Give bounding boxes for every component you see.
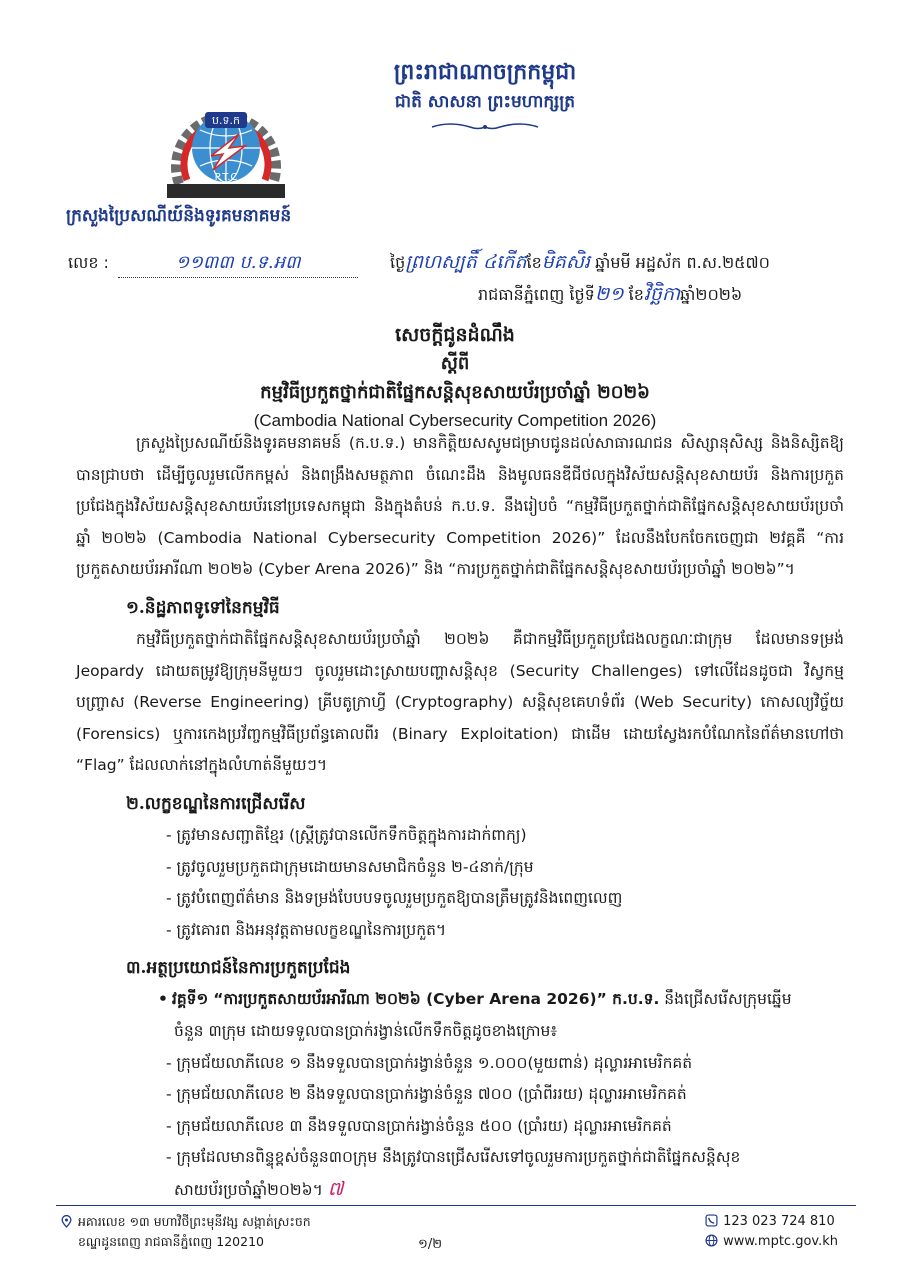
round-1-name: “ការប្រកួតសាយប័រអារីណា ២០២៦ (Cyber Arena 2026)” ក.ប.ទ.: [213, 990, 660, 1009]
title-block: [60, 320, 850, 434]
bullet-dot-icon: •: [158, 990, 168, 1009]
section-1-heading: ១.និដ្ឋភាពទូទៅនៃកម្មវិធី: [126, 597, 280, 618]
month-prefix: ខែ: [526, 253, 542, 272]
section-1-body: កម្មវិធីប្រកួតថ្នាក់ជាតិផ្នែកសន្តិសុខសាយប័រប្រចាំឆ្នាំ ២០២៦ គឺជាកម្មវិធីប្រកួតប្រជែងលក្ខណៈជាក្រុម ដែលមានទម្រង់ Jeopardy ដោយតម្រូវឱ្យក្រុមនីមួយៗ ចូលរួមដោះស្រាយបញ្ហាសន្តិសុខ (Security Challenges) ទៅលើដែនដូចជា វិស្វកម្មបញ្ច្រាស (Reverse Engineering) គ្រីបតូក្រាហ្វី (Cryptography) សន្តិសុខគេហទំព័រ (Web Security) កោសល្យវិច្ច័យ (Forensics) ឬការកេងប្រវ័ញ្ចកម្មវិធីប្រព័ន្ធគោលពីរ (Binary Exploitation) ជាដើម ដោយស្វែងរកបំណែកនៃព័ត៌មានហៅថា “Flag” ដែលលាក់នៅក្នុងលំហាត់នីមួយៗ។: [76, 629, 844, 775]
initial-mark: ៧: [327, 1177, 344, 1200]
round-1-continuation: ចំនួន ៣ក្រុម ដោយទទួលបានប្រាក់រង្វាន់លើកទឹកចិត្តដូចខាងក្រោម៖: [174, 1021, 558, 1040]
prize-continuation-text: សាយប័រប្រចាំឆ្នាំ២០២៦។: [174, 1180, 323, 1199]
prize-item: - ក្រុមដែលមានពិន្ទុខ្ពស់ចំនួន៣០ក្រុម នឹងត្រូវបានជ្រើសរើសទៅចូលរួមការប្រកួតថ្នាក់ជាតិផ្នែកសន្តិសុខ: [166, 1142, 844, 1174]
kingdom-header: [315, 55, 655, 137]
national-motto: ជាតិ សាសនា ព្រះមហាក្សត្រ: [394, 92, 576, 112]
criteria-item: - ត្រូវគោរព និងអនុវត្តតាមលក្ខខណ្ឌនៃការប្រកួត។: [166, 915, 844, 947]
logo-text-bottom: P.T.C: [214, 172, 238, 183]
notice-about: ស្ដីពី: [440, 353, 470, 374]
date-year: ឆ្នាំ២០២៦: [680, 285, 743, 304]
ministry-name: ក្រសួងប្រៃសណីយ៍និងទូរគមនាគមន៍: [66, 206, 292, 226]
address-line-1: អគារលេខ ១៣ មហាវិថីព្រះមុនីវង្ស សង្កាត់ស្រះចក: [78, 1214, 311, 1229]
address-line-2: ខណ្ឌដូនពេញ រាជធានីភ្នំពេញ 120210: [78, 1234, 264, 1249]
criteria-item: - ត្រូវចូលរួមប្រកួតជាក្រុមដោយមានសមាជិកចំនួន ២-៤នាក់/ក្រុម: [166, 852, 844, 884]
ornament-divider: [430, 121, 540, 133]
ministry-logo: [165, 88, 287, 200]
prize-item: - ក្រុមជ័យលាភីលេខ ៣ នឹងទទួលបានប្រាក់រង្វាន់ចំនួន ៥០០ (ប្រាំរយ) ដុល្លារអាមេរិកគត់: [166, 1111, 844, 1143]
website[interactable]: www.mptc.gov.kh: [723, 1234, 838, 1249]
round-1-bullet: [158, 984, 844, 1016]
criteria-item: - ត្រូវបំពេញព័ត៌មាន និងទម្រង់បែបបទចូលរួមប្រកួតឱ្យបានត្រឹមត្រូវនិងពេញលេញ: [166, 883, 844, 915]
prize-item: - ក្រុមជ័យលាភីលេខ ១ នឹងទទួលបានប្រាក់រង្វាន់ចំនួន ១.០០០(មួយពាន់) ដុល្លារអាមេរិកគត់: [166, 1048, 844, 1080]
lunar-month-handwritten: មិគសិរ: [541, 251, 590, 273]
page-number: ១/២: [418, 1237, 443, 1252]
document-body: [76, 428, 844, 1206]
lunar-day-handwritten: ព្រហស្បតិ៍ ៤កើត: [405, 251, 527, 273]
prize-continuation: [174, 1174, 844, 1207]
footer-contact: [705, 1212, 838, 1252]
lunar-date: [390, 250, 770, 278]
round-1-text: នឹងជ្រើសរើសក្រុមឆ្នើម: [664, 990, 792, 1009]
gregorian-date: [478, 282, 742, 310]
month-handwritten: វិច្ឆិកា: [643, 283, 681, 305]
notice-subject-english: (Cambodia National Cybersecurity Competition 2026): [253, 411, 657, 430]
section-3-heading: ៣.អត្ថប្រយោជន៍នៃការប្រកួតប្រជែង: [126, 958, 351, 979]
lunar-prefix: ថ្ងៃ: [390, 253, 406, 272]
criteria-item: - ត្រូវមានសញ្ជាតិខ្មែរ (ស្ត្រីត្រូវបានលើកទឹកចិត្តក្នុងការដាក់ពាក្យ): [166, 820, 844, 852]
location-pin-icon: [60, 1215, 73, 1228]
intro-paragraph: ក្រសួងប្រៃសណីយ៍និងទូរគមនាគមន៍ (ក.ប.ទ.) មានកិត្តិយសសូមជម្រាបជូនដល់សាធារណជន សិស្សានុសិស្ស និងនិស្សិតឱ្យបានជ្រាបថា ដើម្បីចូលរួមលើកកម្ពស់ និងពង្រឹងសមត្ថភាព ចំណេះដឹង និងមូលធនឌីជីថលក្នុងវិស័យសន្តិសុខសាយប័រ និងការប្រកួតប្រជែងក្នុងវិស័យសន្តិសុខសាយប័រនៅប្រទេសកម្ពុជា និងក្នុងតំបន់ ក.ប.ទ. នឹងរៀបចំ “កម្មវិធីប្រកួតថ្នាក់ជាតិផ្នែកសន្តិសុខសាយប័រប្រចាំឆ្នាំ ២០២៦ (Cambodia National Cybersecurity Competition 2026)” ដែលនឹងបែកចែកចេញជា ២វគ្គគឺ “ការប្រកួតសាយប័រអារីណា ២០២៦ (Cyber Arena 2026)” និង “ការប្រកួតថ្នាក់ជាតិផ្នែកសន្តិសុខសាយប័រប្រចាំឆ្នាំ ២០២៦”។: [76, 434, 844, 579]
footer-divider: [56, 1205, 856, 1206]
reference-number: ១១៣៣ ប.ទ.អ៣: [118, 250, 358, 278]
phone-icon: [705, 1214, 718, 1227]
globe-icon: [705, 1234, 718, 1247]
lunar-year: ឆ្នាំមមី អដ្ឋស័ក ព.ស.២៥៧០: [595, 253, 770, 272]
round-1-label: វគ្គទី១: [171, 990, 209, 1009]
day-handwritten: ២១: [594, 283, 624, 305]
logo-text-top: ប.ទ.ក: [212, 114, 240, 127]
reference-label: លេខ :: [68, 253, 109, 272]
kingdom-name: ព្រះរាជាណាចក្រកម្ពុជា: [393, 59, 577, 85]
notice-title: សេចក្ដីជូនដំណឹង: [395, 324, 515, 346]
date-month-prefix: ខែ: [628, 285, 644, 304]
footer-address: [60, 1212, 311, 1252]
notice-subject: កម្មវិធីប្រកួតថ្នាក់ជាតិផ្នែកសន្តិសុខសាយប័រប្រចាំឆ្នាំ ២០២៦: [260, 382, 650, 403]
section-2-heading: ២.លក្ខខណ្ឌនៃការជ្រើសរើស: [126, 793, 306, 814]
reference-line: [68, 250, 848, 278]
prize-item: - ក្រុមជ័យលាភីលេខ ២ នឹងទទួលបានប្រាក់រង្វាន់ចំនួន ៧០០ (ប្រាំពីររយ) ដុល្លារអាមេរិកគត់: [166, 1079, 844, 1111]
phone-number: 123 023 724 810: [723, 1214, 835, 1229]
date-prefix: រាជធានីភ្នំពេញ ថ្ងៃទី: [478, 285, 595, 304]
